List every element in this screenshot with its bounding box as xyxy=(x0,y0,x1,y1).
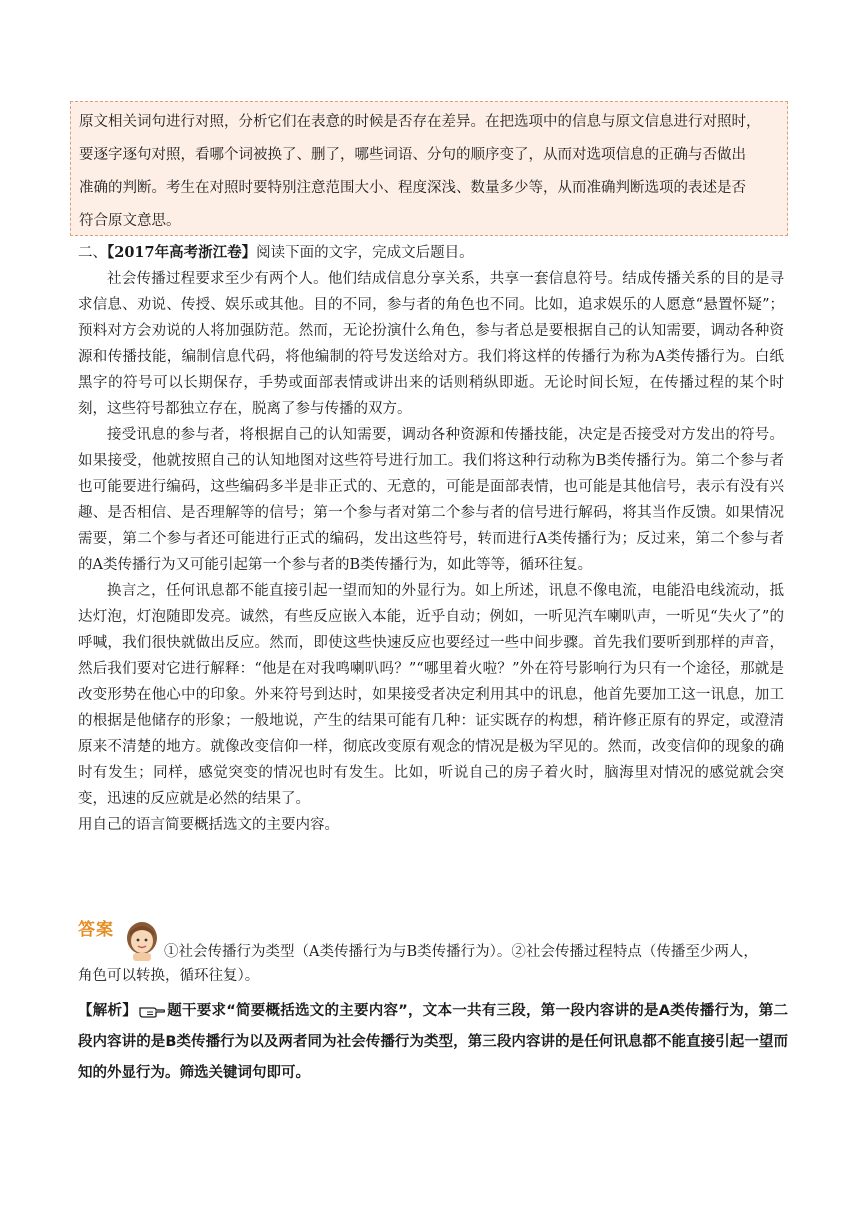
answer-line-1: ①社会传播行为类型（A类传播行为与B类传播行为）。②社会传播过程特点（传播至少两人， xyxy=(164,944,758,960)
question-instruction: 阅读下面的文字，完成文后题目。 xyxy=(256,245,474,261)
tip-line: 要逐字逐句对照，看哪个词被换了、删了，哪些词语、分句的顺序变了，从而对选项信息的正确与否做出 xyxy=(79,147,746,163)
passage-paragraph-1: 社会传播过程要求至少有两个人。他们结成信息分享关系，共享一套信息符号。结成传播关系的目的是寻求信息、劝说、传授、娱乐或其他。目的不同，参与者的角色也不同。比如，追求娱乐的人愿意“悬置怀疑”；预料对方会劝说的人将加强防范。然而，无论扮演什么角色，参与者总是要根据自己的认知需要，调动各种资源和传播技能，编制信息代码，将他编制的符号发送给对方。我们将这样的传播行为称为A类传播行为。白纸黑字的符号可以长期保存，手势或面部表情或讲出来的话则稍纵即逝。无论时间长短，在传播过程的某个时刻，这些符号都独立存在，脱离了参与传播的双方。 xyxy=(78,271,784,417)
question-number: 二、 xyxy=(78,245,107,261)
tip-line: 准确的判断。考生在对照时要特别注意范围大小、程度深浅、数量多少等，从而准确判断选项的表述是否 xyxy=(79,180,746,196)
tip-line: 符合原文意思。 xyxy=(79,213,181,229)
passage-paragraph-3: 换言之，任何讯息都不能直接引起一望而知的外显行为。如上所述，讯息不像电流，电能沿电线流动，抵达灯泡，灯泡随即发亮。诚然，有些反应嵌入本能，近乎自动；例如，一听见汽车喇叭声，一听见“失火了”的呼喊，我们很快就做出反应。然而，即使这些快速反应也要经过一些中间步骤。首先我们要听到那样的声音，然后我们要对它进行解释：“他是在对我鸣喇叭吗？”“哪里着火啦？”外在符号影响行为只有一个途径，那就是改变形势在他心中的印象。外来符号到达时，如果接受者决定利用其中的讯息，他首先要加工这一讯息，加工的根据是他储存的形象；一般地说，产生的结果可能有几种：证实既存的构想，稍许修正原有的界定，或澄清原来不清楚的地方。就像改变信仰一样，彻底改变原有观念的情况是极为罕见的。然而，改变信仰的现象的确时有发生；同样，感觉突变的情况也时有发生。比如，听说自己的房子着火时，脑海里对情况的感觉就会突变，迅速的反应就是必然的结果了。 xyxy=(78,583,784,807)
answer-badge: 答案 xyxy=(78,920,114,940)
analysis-tag: 【解析】 xyxy=(78,1002,137,1019)
answer-line-2: 角色可以转换，循环往复）。 xyxy=(78,968,260,984)
analysis-text: 题干要求“简要概括选文的主要内容”，文本一共有三段，第一段内容讲的是A类传播行为，第二段内容讲的是B类传播行为以及两者同为社会传播行为类型，第三段内容讲的是任何讯息都不能直接引起一望而知的外显行为。筛选关键词句即可。 xyxy=(78,1003,788,1081)
tip-box xyxy=(70,101,788,236)
question-content xyxy=(78,240,784,838)
question-heading xyxy=(78,240,784,266)
tip-line: 原文相关词句进行对照，分析它们在表意的时候是否存在差异。在把选项中的信息与原文信息进行对照时， xyxy=(79,114,761,130)
teacher-avatar-icon xyxy=(122,918,162,962)
pointing-hand-icon xyxy=(139,1004,165,1018)
question-source: 【2017年高考浙江卷】 xyxy=(107,244,257,261)
question-prompt: 用自己的语言简要概括选文的主要内容。 xyxy=(78,817,339,833)
passage-paragraph-2: 接受讯息的参与者，将根据自己的认知需要，调动各种资源和传播技能，决定是否接受对方发出的符号。如果接受，他就按照自己的认知地图对这些符号进行加工。我们将这种行动称为B类传播行为。第二个参与者也可能要进行编码，这些编码多半是非正式的、无意的，可能是面部表情，也可能是其他信号，表示有没有兴趣、是否相信、是否理解等的信号；第一个参与者对第二个参与者的信号进行解码，将其当作反馈。如果情况需要，第二个参与者还可能进行正式的编码，发出这些符号，转而进行A类传播行为；反过来，第二个参与者的A类传播行为又可能引起第一个参与者的B类传播行为，如此等等，循环往复。 xyxy=(78,427,784,573)
analysis-section xyxy=(78,995,788,1089)
